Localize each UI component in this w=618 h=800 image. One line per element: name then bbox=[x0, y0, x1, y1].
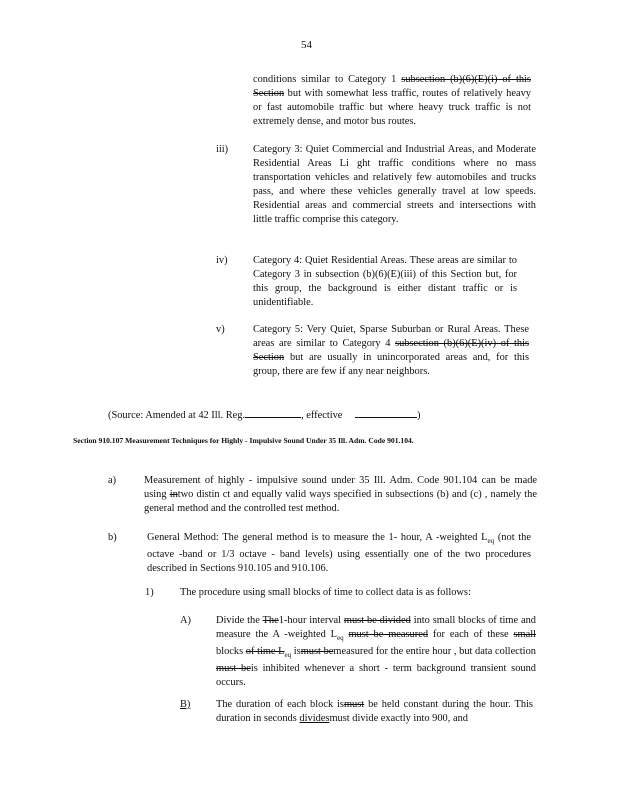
item-1-label: 1) bbox=[145, 587, 154, 598]
item-B-label-text: B) bbox=[180, 699, 191, 710]
page-number: 54 bbox=[301, 39, 312, 51]
item-B-text bbox=[216, 698, 533, 726]
source-text-a: (Source: Amended at 42 Ill. Reg. bbox=[108, 410, 246, 421]
item-A-s4: small bbox=[513, 629, 536, 640]
item-iii-text: Category 3: Quiet Commercial and Industrial Areas, and Moderate Residential Areas Li ght traffic conditions where no mass transportation vehicles and relatively few automobiles and trucks pass, and where these vehicles generally travel at low speeds. Residential areas and commercial streets and intersections with little traffic comprise this category. bbox=[253, 144, 536, 225]
item-v-text bbox=[253, 323, 529, 379]
source-text-c: ) bbox=[417, 410, 421, 421]
item-A-label: A) bbox=[180, 615, 191, 626]
item-a-label: a) bbox=[108, 475, 117, 486]
section-heading: Section 910.107 Measurement Techniques for Highly - Impulsive Sound Under 35 Ill. Adm. Code 901.104. bbox=[73, 436, 414, 445]
item-iv-label: iv) bbox=[216, 255, 228, 266]
item-B-u1: divides bbox=[299, 713, 330, 724]
effective-date-blank bbox=[355, 406, 417, 418]
item-b-label: b) bbox=[108, 532, 117, 543]
item-A-t8: is inhibited whenever a short - term background transient sound occurs. bbox=[216, 663, 536, 689]
item-B-t1: The duration of each block is bbox=[216, 699, 344, 710]
item-B-t2: be held constant during the hour. This duration in seconds bbox=[216, 699, 533, 724]
item-A-sub1: eq bbox=[337, 634, 344, 643]
item-1-text: The procedure using small blocks of time to collect data is as follows: bbox=[180, 587, 471, 598]
item-a-text-b: two distin ct and equally valid ways specified in subsections (b) and (c) , namely the general method and the controlled test method. bbox=[144, 489, 537, 514]
item-B-s1: must bbox=[343, 699, 365, 710]
item-a-text bbox=[144, 474, 537, 516]
item-a-strike: in bbox=[169, 489, 178, 500]
item-B-t3: must divide exactly into 900, and bbox=[329, 713, 468, 724]
item-b-text-a: General Method: The general method is to measure the 1- hour, A -weighted L bbox=[147, 532, 488, 543]
item-A-t7: measured for the entire hour , but data collection bbox=[333, 646, 536, 658]
source-note bbox=[108, 406, 421, 423]
item-A-s5: of time L bbox=[245, 646, 285, 658]
item-A-s3: must be measured bbox=[348, 629, 429, 640]
item-A-t6: is bbox=[293, 646, 301, 658]
item-A-t4: for each of these bbox=[432, 629, 509, 640]
item-a-text-a: Measurement of highly - impulsive sound under 35 Ill. Adm. Code 901.104 can be made using bbox=[144, 475, 537, 500]
item-v-strike: subsection (b)(6)(E)(iv) of this Section bbox=[253, 338, 529, 363]
item-v-label: v) bbox=[216, 324, 225, 335]
cont-strike-1: subsection (b)(6)(E)(i) of this Section bbox=[253, 74, 531, 99]
item-v-text-b: but are usually in unincorporated areas and, for this group, there are few if any near neighbors. bbox=[253, 352, 529, 377]
item-A-t2: 1-hour interval bbox=[278, 615, 342, 626]
continued-paragraph bbox=[253, 73, 531, 129]
item-A-s1: The bbox=[262, 615, 279, 626]
item-A-s2: must be divided bbox=[343, 615, 411, 626]
item-B-label bbox=[180, 698, 190, 712]
source-text-b: , effective bbox=[301, 410, 343, 421]
item-A-s7: must be bbox=[216, 663, 251, 675]
item-A-sub2: eq bbox=[284, 651, 292, 660]
item-A-t1: Divide the bbox=[216, 615, 260, 626]
item-iv-text: Category 4: Quiet Residential Areas. These areas are similar to Category 3 in subsection (b)(6)(E)(iii) of this Section but, for this group, the background is either distant traffic or is unidentifiable. bbox=[253, 255, 517, 308]
register-blank bbox=[245, 406, 301, 418]
item-A-t3: into small blocks of time and measure the A -weighted L bbox=[216, 615, 536, 640]
item-v-text-a: Category 5: Very Quiet, Sparse Suburban or Rural Areas. These areas are similar to Category 4 bbox=[253, 324, 529, 349]
item-b-text-b: (not the octave -band or 1/3 octave - band levels) using essentially one of the two procedures described in Sections 910.105 and 910.106. bbox=[147, 532, 531, 575]
cont-text-b: but with somewhat less traffic, routes of relatively heavy or fast automobile traffic but where heavy truck traffic is not extremely dense, and motor bus routes. bbox=[253, 88, 531, 127]
item-b-subscript: eq bbox=[487, 537, 495, 546]
cont-text-a: conditions similar to Category 1 bbox=[253, 74, 397, 85]
item-A-text bbox=[216, 614, 536, 690]
item-A-t5: blocks bbox=[216, 646, 244, 658]
item-b-text bbox=[147, 531, 531, 576]
item-A-s6: must be bbox=[300, 646, 334, 658]
item-iii-label: iii) bbox=[216, 144, 229, 155]
